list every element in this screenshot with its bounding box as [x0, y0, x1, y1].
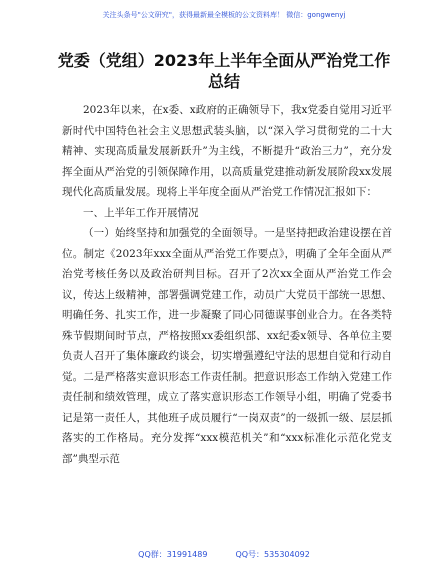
footer-qq-group: QQ群：31991489 — [138, 550, 208, 559]
document-title-line-2: 总结 — [207, 72, 240, 91]
footer-qq: QQ号：535304092 — [235, 550, 310, 559]
intro-paragraph: 2023年以来，在x委、x政府的正确领导下，我x党委自觉用习近平新时代中国特色社会主义思想武装头脑，以“深入学习贯彻党的二十大精神、实现高质量发展新跃升”为主线，不断提升“政治三力”，充分发挥全面从严治党的引领保障作用，以高质量党建推动新发展阶段xx发展现代化高质量发展。现将上半年度全面从严治党工作情况汇报如下： — [62, 104, 392, 198]
document-title-line-1: 党委（党组）2023年上半年全面从严治党工作 — [57, 51, 391, 70]
header-banner: 关注头条号"公文研究"，获得最新最全模板的公文资料库！ 微信：gongwenyj — [102, 11, 346, 19]
document-title — [0, 50, 448, 92]
document-body — [62, 100, 392, 469]
section-heading: 一、上半年工作开展情况 — [83, 206, 199, 219]
footer-contact — [0, 549, 448, 561]
body-paragraph: （一）始终坚持和加强党的全面领导。一是坚持把政治建设摆在首位。制定《2023年xxx全面从严治党工作要点》，明确了全年全面从严治党考核任务以及政治研判目标。召开了2次xx全面从严治党工作会议，传达上级精神，部署强调党建工作，动员广大党员干部统一思想、明确任务、扎实工作，进一步凝聚了同心同德谋事创业合力。在各类特殊节假期间时节点，严格按照xx委组织部、xx纪委x领导、各单位主要负责人召开了集体廉政约谈会，切实增强遵纪守法的思想自觉和行动自觉。二是严格落实意识形态工作责任制。把意识形态工作纳入党建工作责任制和绩效管理，成立了落实意识形态工作领导小组，明确了党委书记是第一责任人，其他班子成员履行“一岗双责”的一级抓一级、层层抓落实的工作格局。充分发挥“xxx模范机关”和“xxx标准化示范化党支部”典型示范 — [62, 227, 392, 465]
